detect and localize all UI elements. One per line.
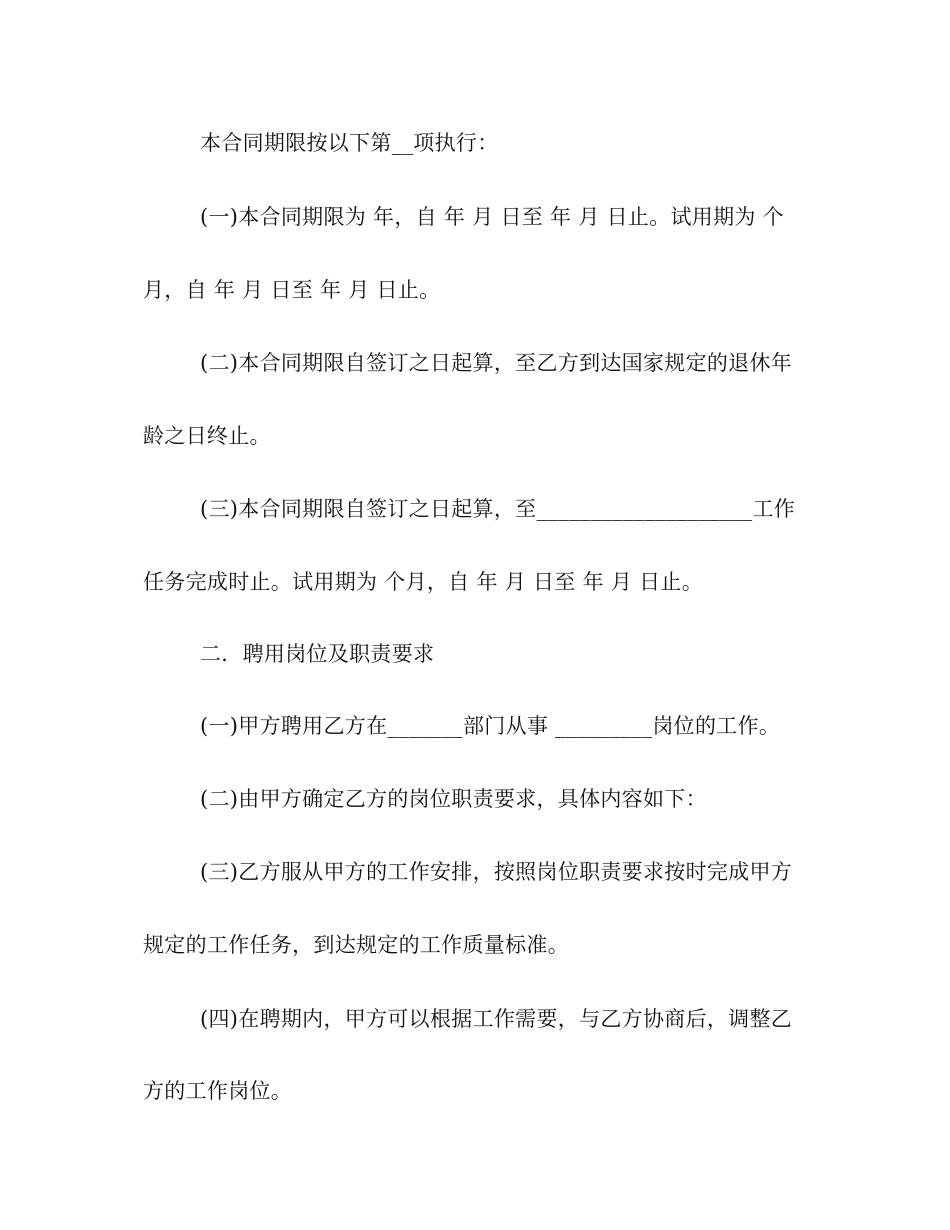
paragraph-line: (二)本合同期限自签订之日起算，至乙方到达国家规定的退休年 [200, 351, 793, 375]
paragraph-line: 龄之日终止。 [143, 424, 271, 448]
paragraph-line: (二)由甲方确定乙方的岗位职责要求，具体内容如下： [200, 787, 707, 811]
paragraph-line: 任务完成时止。试用期为 个月，自 年 月 日至 年 月 日止。 [143, 570, 704, 594]
paragraph-line: 方的工作岗位。 [143, 1079, 293, 1103]
paragraph-line: (一)甲方聘用乙方在_______部门从事 _________岗位的工作。 [200, 714, 781, 738]
section-heading: 二．聘用岗位及职责要求 [200, 642, 435, 666]
paragraph-line: 月，自 年 月 日至 年 月 日止。 [143, 278, 441, 302]
paragraph-line: (四)在聘期内，甲方可以根据工作需要，与乙方协商后，调整乙 [200, 1007, 793, 1031]
paragraph-line: (三)乙方服从甲方的工作安排，按照岗位职责要求按时完成甲方 [200, 860, 793, 884]
paragraph-line: 本合同期限按以下第__项执行： [200, 131, 499, 155]
paragraph-line: (一)本合同期限为 年，自 年 月 日至 年 月 日止。试用期为 个 [200, 205, 784, 229]
paragraph-line: (三)本合同期限自签订之日起算，至____________________工作 [200, 497, 796, 521]
paragraph-line: 规定的工作任务，到达规定的工作质量标准。 [143, 933, 569, 957]
